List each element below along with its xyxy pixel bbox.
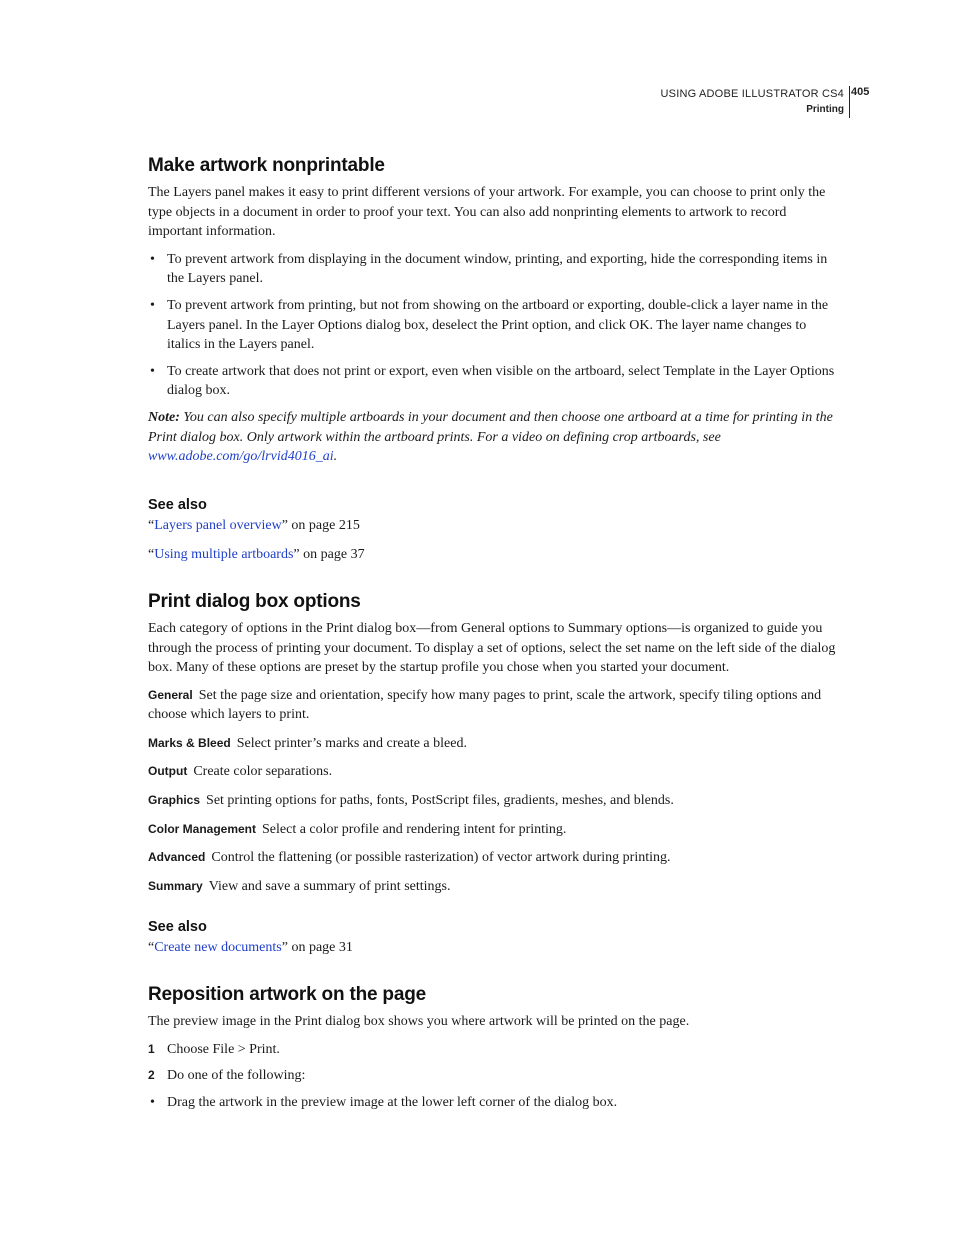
note-text: You can also specify multiple artboards in your document and then choose one artboard at a time for printing in the Print dialog box. Only artwork within the artboard prints. For a video on defining crop artboards, see — [148, 409, 833, 445]
definition-output: Output Create color separations. — [148, 764, 333, 780]
bullet-icon: • — [150, 1094, 155, 1110]
steps-list — [148, 1040, 840, 1086]
bullet-icon: • — [150, 363, 155, 379]
see-also-item: “Create new documents” on page 31 — [148, 940, 353, 956]
see-also-item: “Layers panel overview” on page 215 — [148, 517, 360, 533]
chapter-title: Printing — [806, 104, 844, 115]
step-item: 2 Do one of the following: — [148, 1068, 306, 1084]
section-print-dialog-box-options — [148, 591, 840, 958]
see-also-heading: See also — [148, 919, 207, 936]
running-header — [661, 86, 844, 117]
layers-panel-overview-link[interactable]: Layers panel overview — [154, 517, 282, 533]
section-intro: Each category of options in the Print dialog box—from General options to Summary options—is organized to guide you through the process of printing your document. To display a set of options, select the set name on the left side of the dialog box. Many of these options are preset by the startup profile you chose when you started your document. — [148, 620, 836, 676]
page-body — [148, 155, 840, 1119]
definition-graphics: Graphics Set printing options for paths, fonts, PostScript files, gradients, meshes, and blends. — [148, 793, 674, 809]
step-item: 1 Choose File > Print. — [148, 1041, 280, 1057]
book-title: USING ADOBE ILLUSTRATOR CS4 — [660, 88, 844, 100]
section-title: Reposition artwork on the page — [148, 984, 426, 1006]
bullet-list — [148, 1093, 840, 1113]
see-also-item: “Using multiple artboards” on page 37 — [148, 547, 365, 563]
bullet-icon: • — [150, 251, 155, 267]
see-also-heading: See also — [148, 496, 207, 513]
page-number: 405 — [851, 86, 870, 98]
definition-color-management: Color Management Select a color profile and rendering intent for printing. — [148, 821, 567, 837]
list-item: • Drag the artwork in the preview image at the lower left corner of the dialog box. — [148, 1093, 840, 1113]
list-item: • To prevent artwork from printing, but not from showing on the artboard or exporting, double-click a layer name in the Layers panel. In the Layer Options dialog box, deselect the Print option, and click OK. The layer name changes to italics in the Layers panel. — [150, 297, 829, 353]
bullet-list — [148, 250, 840, 401]
create-new-documents-link[interactable]: Create new documents — [154, 940, 282, 956]
list-item: • To prevent artwork from displaying in the document window, printing, and exporting, hide the corresponding items in the Layers panel. — [150, 251, 828, 287]
section-intro: The Layers panel makes it easy to print different versions of your artwork. For example, you can choose to print only the type objects in a document in order to proof your text. You can also add nonprinting elements to artwork to record important information. — [148, 185, 826, 240]
section-title: Make artwork nonprintable — [148, 155, 385, 176]
note-label: Note: — [148, 409, 180, 425]
section-intro: The preview image in the Print dialog box shows you where artwork will be printed on the page. — [148, 1014, 690, 1030]
section-reposition-artwork — [148, 984, 840, 1112]
using-multiple-artboards-link[interactable]: Using multiple artboards — [154, 547, 294, 563]
video-link[interactable]: www.adobe.com/go/lrvid4016_ai — [148, 449, 334, 465]
section-make-artwork-nonprintable — [148, 155, 840, 565]
definition-marks-bleed: Marks & Bleed Select printer’s marks and create a bleed. — [148, 735, 467, 751]
definition-general: General Set the page size and orientation, specify how many pages to print, scale the artwork, specify tiling options and choose which layers to print. — [148, 687, 822, 723]
note: Note: You can also specify multiple artboards in your document and then choose one artboard at a time for printing in the Print dialog box. Only artwork within the artboard prints. For a video on defining crop artboards, see www.adobe.com/go/lrvid4016_ai. — [148, 409, 833, 465]
definition-advanced: Advanced Control the flattening (or possible rasterization) of vector artwork during printing. — [148, 850, 671, 866]
bullet-icon: • — [150, 297, 155, 313]
list-item: • To create artwork that does not print or export, even when visible on the artboard, select Template in the Layer Options dialog box. — [150, 363, 835, 399]
header-divider — [849, 86, 850, 118]
definition-summary: Summary View and save a summary of print settings. — [148, 878, 451, 894]
section-title: Print dialog box options — [148, 590, 361, 612]
